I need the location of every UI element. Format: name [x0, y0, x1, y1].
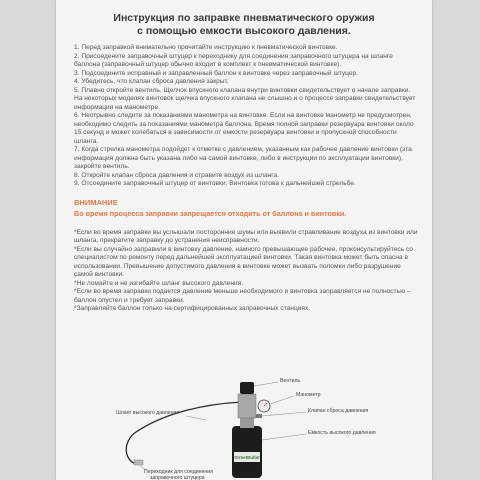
step-4: 4. Убедитесь, что клапан сброса давления закрыт.	[74, 78, 229, 85]
note-3: *Не ломайте и не изгибайте шланг высокого давления.	[74, 279, 244, 287]
equipment-diagram	[56, 360, 432, 480]
instruction-sheet	[56, 0, 432, 480]
tank-neck	[240, 418, 254, 428]
title-line-2: с помощью емкости высокого давления.	[137, 25, 351, 37]
label-adapter-2: заправочного штуцера	[150, 475, 205, 480]
steps-list	[74, 44, 418, 189]
label-gauge: Манометр	[296, 392, 321, 398]
step-5: 5. Плавно откройте вентиль. Щелчок впускного клапана внутри винтовки свидетельствует о начале заправки. На некоторых моделях винтовок щелчка впускного клапана не слышно и о процессе заправки свидетельствует информация на манометре.	[74, 86, 416, 111]
warning-heading: ВНИМАНИЕ	[74, 197, 118, 207]
notes-list	[74, 229, 418, 314]
note-2: *Если вы случайно заправили в винтовку давление, намного превышающее рабочее, проконсультируйтесь со специалистом по ремонту перед дальнейшей эксплуатацией винтовки. Такая винтовка может быть опасна в использовании. Превышение допустимого давления в винтовке может вызвать поломки либо разрушение самой винтовки.	[74, 245, 413, 278]
note-4: *Если во время заправки подается давление меньше необходимого и винтовка заправляется не полностью – баллон опустел и требует заправки.	[74, 288, 411, 304]
note-1: *Если во время заправки вы услышали посторонние шумы или выявили стравливание воздуха из винтовки или шланга, прекратите заправку до устранения неисправности.	[74, 228, 418, 244]
valve-body	[238, 394, 256, 418]
step-6: 6. Неотрывно следите за показаниями манометра на винтовке. Если на винтовке манометр не предусмотрен, необходимо следить за показаниями манометра баллона. Время полной заправки резервуара винтовки около 15 секунд и может колебаться в зависимости от емкости резервуара винтовки и пропускной способности шланга.	[74, 112, 414, 145]
step-7: 7. Когда стрелка манометра подойдет к отметке с давлением, указанным как рабочее давление винтовки (эта информация должна быть указана либо на самой винтовке, либо в инструкции по эксплуатации винтовки), закройте вентиль.	[74, 146, 412, 170]
label-tank: Емкость высокого давления	[308, 430, 376, 436]
label-release: Клапан сброса давления	[308, 408, 369, 414]
title-line-1: Инструкция по заправке пневматического оружия	[113, 12, 375, 24]
note-5: *Заправляйте баллон только на сертифицированных заправочных станциях.	[74, 305, 311, 312]
tank-brand-text: StreetBullet	[234, 455, 260, 460]
document-title	[56, 12, 432, 38]
label-hose: Шланг высокого давления	[116, 410, 180, 416]
label-valve: Вентиль	[280, 378, 301, 384]
release-valve-icon	[256, 414, 262, 418]
step-1: 1. Перед заправкой внимательно прочитайте инструкцию к пневматической винтовке.	[74, 44, 338, 51]
step-9: 9. Отсоедините заправочный штуцер от винтовки. Винтовка готова к дальнейшей стрельбе.	[74, 180, 356, 187]
warning-text: Во время процесса заправки запрещается отходить от баллона и винтовки.	[74, 208, 347, 218]
step-3: 3. Подсоедините исправный и заправленный баллон к винтовке через заправочный штуцер.	[74, 69, 358, 77]
step-2: 2. Присоедените заправочный штуцер к переходнику для соединения заправочного штуцера на шланге баллона (заправочный штуцер обычно входит в комплект к пневматической винтовке).	[74, 52, 393, 68]
label-adapter-1: Переходник для соединения	[144, 469, 213, 475]
step-8: 8. Откройте клапан сброса давления и стравите воздух из шланга.	[74, 171, 280, 179]
valve-knob-icon	[240, 382, 254, 394]
adapter-fitting	[134, 460, 143, 465]
